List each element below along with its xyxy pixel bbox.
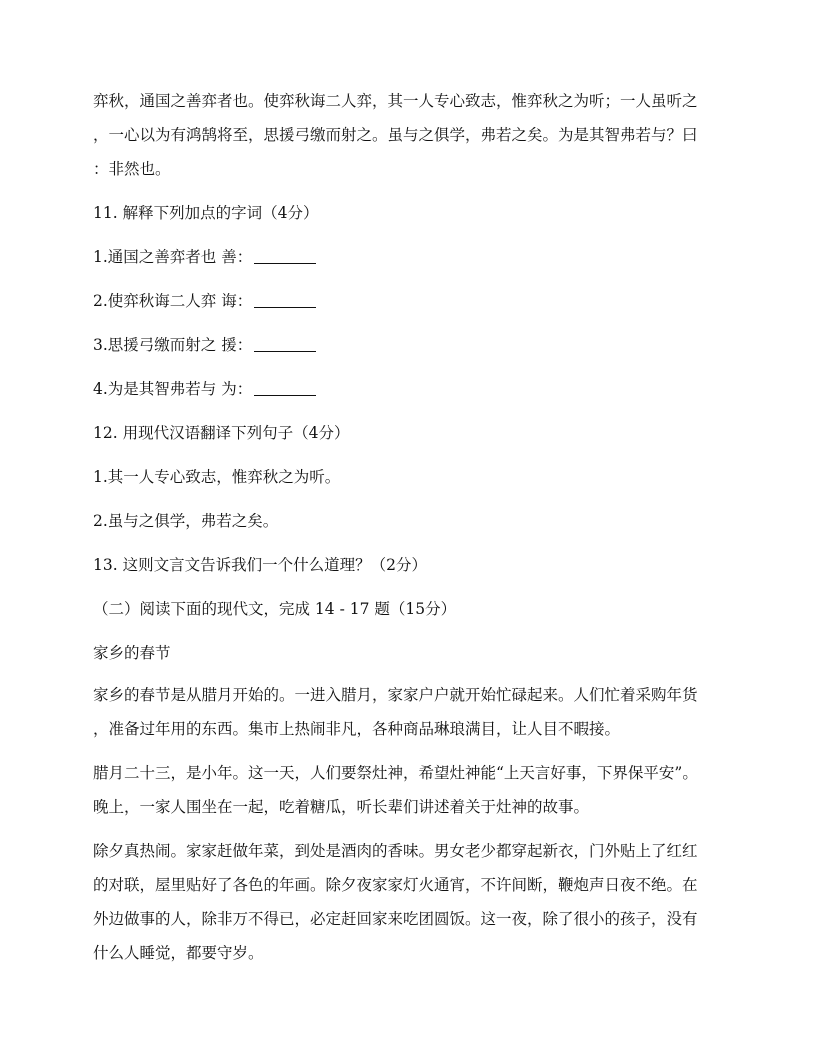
article-paragraph-2 xyxy=(93,756,733,824)
question-11-title: 11. 解释下列加点的字词（4分） xyxy=(93,204,319,222)
paragraph-line: 什么人睡觉，都要守岁。 xyxy=(93,944,264,962)
section-2-title: （二）阅读下面的现代文，完成 14 - 17 题（15分） xyxy=(93,600,457,618)
paragraph-line: 腊月二十三，是小年。这一天，人们要祭灶神，希望灶神能“上天言好事，下界保平安”。 xyxy=(93,764,698,782)
question-13-title: 13. 这则文言文告诉我们一个什么道理？（2分） xyxy=(93,556,427,574)
paragraph-line: 家乡的春节是从腊月开始的。一进入腊月，家家户户就开始忙碌起来。人们忙着采购年货 xyxy=(93,686,698,704)
answer-blank[interactable] xyxy=(254,394,316,396)
paragraph-line: 外边做事的人，除非万不得已，必定赶回家来吃团圆饭。这一夜，除了很小的孩子，没有 xyxy=(93,910,698,928)
item-text: 1.通国之善弈者也 善： xyxy=(93,248,253,266)
paragraph-line: 的对联，屋里贴好了各色的年画。除夕夜家家灯火通宵，不许间断，鞭炮声日夜不绝。在 xyxy=(93,876,698,894)
article-title: 家乡的春节 xyxy=(93,644,171,662)
item-text: 2.使弈秋诲二人弈 诲： xyxy=(93,292,253,310)
passage-line: ：非然也。 xyxy=(93,160,171,178)
question-12-item-1: 1.其一人专心致志，惟弈秋之为听。 xyxy=(93,468,341,486)
article-paragraph-1 xyxy=(93,678,733,746)
question-11-item-3 xyxy=(93,328,733,362)
passage-line: 弈秋，通国之善弈者也。使弈秋诲二人弈，其一人专心致志，惟弈秋之为听；一人虽听之 xyxy=(93,92,698,110)
passage-line: ，一心以为有鸿鹄将至，思援弓缴而射之。虽与之俱学，弗若之矣。为是其智弗若与？曰 xyxy=(93,126,698,144)
article-paragraph-3 xyxy=(93,834,733,970)
paragraph-line: ，准备过年用的东西。集市上热闹非凡，各种商品琳琅满目，让人目不暇接。 xyxy=(93,720,621,738)
page-content xyxy=(93,84,733,980)
item-text: 3.思援弓缴而射之 援： xyxy=(93,336,253,354)
paragraph-line: 除夕真热闹。家家赶做年菜，到处是酒肉的香味。男女老少都穿起新衣，门外贴上了红红 xyxy=(93,842,698,860)
answer-blank[interactable] xyxy=(254,350,316,352)
question-12-item-2: 2.虽与之俱学，弗若之矣。 xyxy=(93,512,279,530)
item-text: 4.为是其智弗若与 为： xyxy=(93,380,253,398)
answer-blank[interactable] xyxy=(254,262,316,264)
answer-blank[interactable] xyxy=(254,306,316,308)
question-11-item-1 xyxy=(93,240,733,274)
question-11-item-4 xyxy=(93,372,733,406)
question-12-title: 12. 用现代汉语翻译下列句子（4分） xyxy=(93,424,350,442)
question-11-item-2 xyxy=(93,284,733,318)
classical-passage xyxy=(93,84,733,186)
paragraph-line: 晚上，一家人围坐在一起，吃着糖瓜，听长辈们讲述着关于灶神的故事。 xyxy=(93,798,590,816)
